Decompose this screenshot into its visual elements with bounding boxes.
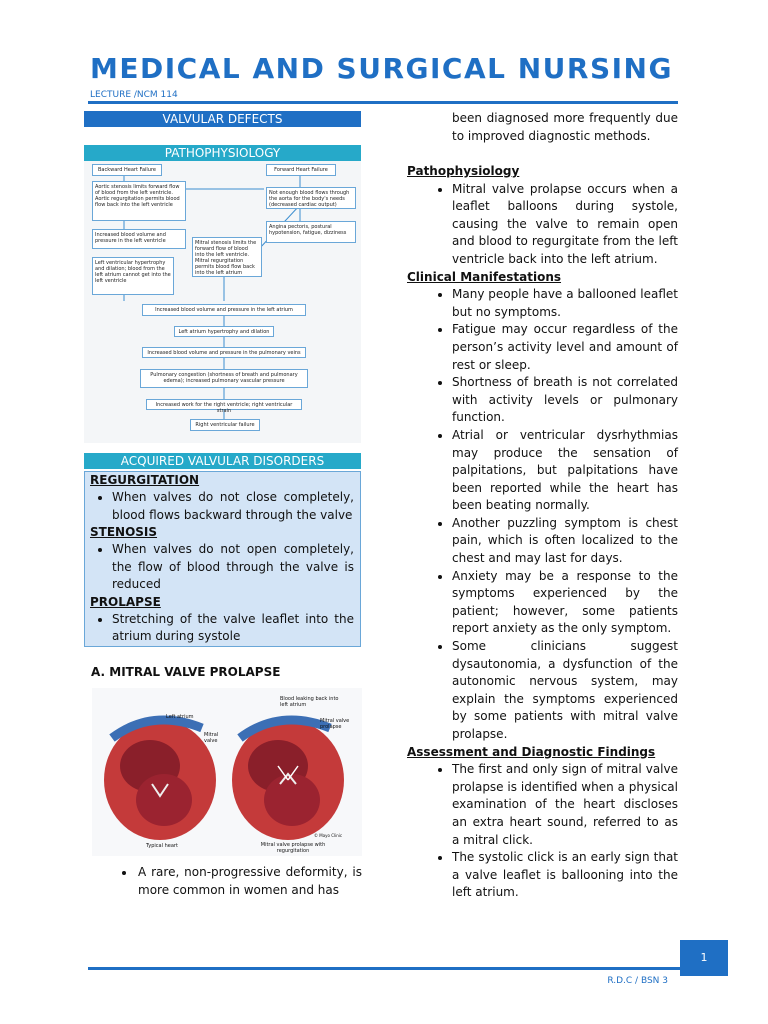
flow-aortic: Aortic stenosis limits forward flow of blood from the left ventricle. Aortic regurgitation permits blood flow back into the left ventricle [92, 181, 186, 221]
rare-deformity-text [112, 864, 362, 899]
flow-rv-failure: Right ventricular failure [190, 419, 260, 431]
footer-credit: R.D.C / BSN 3 [607, 976, 668, 986]
flow-pulm-veins: Increased blood volume and pressure in the pulmonary veins [142, 347, 306, 358]
page-title: MEDICAL AND SURGICAL NURSING [90, 52, 673, 85]
label-mitral-valve: Mitral valve [204, 732, 219, 744]
valvular-defects-bar: VALVULAR DEFECTS [84, 111, 361, 127]
regurgitation-text: • When valves do not close completely, blood flows backward through the valve [112, 489, 360, 524]
patho-item: • Mitral valve prolapse occurs when a leaflet balloons during systole, causing the valve to remain open and blood to regurgitate from the left ventricle back into the left atrium. [452, 181, 678, 269]
acquired-disorders-bar: ACQUIRED VALVULAR DISORDERS [84, 453, 361, 469]
footer-rule [88, 967, 680, 970]
flow-la-hypertrophy: Left atrium hypertrophy and dilation [174, 326, 274, 337]
page-subtitle: LECTURE /NCM 114 [90, 90, 178, 100]
clinical-item: • Atrial or ventricular dysrhythmias may produce the sensation of palpitations, but palpitations have been reported while the heart has been beating normally. [452, 427, 678, 515]
label-left-atrium: Left atrium [166, 714, 194, 720]
rare-deformity-item: • A rare, non-progressive deformity, is more common in women and has [136, 864, 362, 899]
label-typical-heart: Typical heart [146, 843, 178, 849]
clinical-item: • Another puzzling symptom is chest pain, which is often localized to the chest and may last for days. [452, 515, 678, 568]
prolapse-heading: PROLAPSE [90, 594, 161, 609]
heart-illustration [92, 688, 362, 856]
flow-increased-lv: Increased blood volume and pressure in the left ventricle [92, 229, 186, 249]
label-mvp: Mitral valve prolapse [320, 718, 350, 730]
clinical-item: • Some clinicians suggest dysautonomia, a dysfunction of the autonomic nervous system, may explain the symptoms experienced by some patients with mitral valve prolapse. [452, 638, 678, 744]
clinical-item: • Many people have a ballooned leaflet but no symptoms. [452, 286, 678, 321]
flow-lv-hypertrophy: Left ventricular hypertrophy and dilation; blood from the left atrium cannot get into the left ventricle [92, 257, 174, 295]
flow-mitral: Mitral stenosis limits the forward flow of blood into the left ventricle. Mitral regurgitation permits blood flow back into the left atrium [192, 237, 262, 277]
header-rule [88, 101, 678, 104]
stenosis-heading: STENOSIS [90, 525, 158, 539]
acquired-disorders-box [84, 471, 361, 647]
flow-la-volume: Increased blood volume and pressure in the left atrium [142, 304, 306, 316]
heart-drawing [92, 688, 362, 856]
flow-pulm-congestion: Pulmonary congestion (shortness of breath and pulmonary edema); increased pulmonary vascular pressure [140, 369, 308, 388]
clinical-heading: Clinical Manifestations [407, 269, 562, 284]
flow-backward: Backward Heart Failure [92, 164, 162, 176]
continued-text: been diagnosed more frequently due to improved diagnostic methods. [452, 111, 678, 143]
label-blood-leaking: Blood leaking back into left atrium [280, 696, 339, 708]
clinical-item: • Shortness of breath is not correlated with activity levels or pulmonary function. [452, 374, 678, 427]
pathophysiology-flowchart [84, 161, 361, 443]
assessment-item: • The systolic click is an early sign that a valve leaflet is ballooning into the left atrium. [452, 849, 678, 902]
patho-heading: Pathophysiology [407, 164, 520, 178]
flow-forward: Forward Heart Failure [266, 164, 336, 176]
stenosis-text: • When valves do not open completely, the flow of blood through the valve is reduced [112, 541, 360, 594]
assessment-item: • The first and only sign of mitral valve prolapse is identified when a physical examination of the heart discloses an extra heart sound, referred to as a mitral click. [452, 761, 678, 849]
assessment-heading: Assessment and Diagnostic Findings [407, 744, 656, 759]
clinical-item: • Anxiety may be a response to the symptoms experienced by the patient; however, some patients report anxiety as the only symptom. [452, 568, 678, 638]
prolapse-text: • Stretching of the valve leaflet into the atrium during systole [112, 611, 360, 646]
flow-rv-work: Increased work for the right ventricle; right ventricular strain [146, 399, 302, 410]
mvp-heading: A. MITRAL VALVE PROLAPSE [91, 665, 281, 679]
label-mvp-regurg: Mitral valve prolapse with regurgitation [260, 842, 326, 854]
pathophysiology-bar: PATHOPHYSIOLOGY [84, 145, 361, 161]
regurgitation-heading: REGURGITATION [90, 473, 200, 487]
clinical-item: • Fatigue may occur regardless of the person’s activity level and amount of rest or sleep. [452, 321, 678, 374]
page-number: 1 [680, 940, 728, 976]
flow-not-enough: Not enough blood flows through the aorta for the body's needs (decreased cardiac output) [266, 187, 356, 209]
label-credit: © Mayo Clinic [314, 833, 343, 838]
flow-angina: Angina pectoris, postural hypotension, fatigue, dizziness [266, 221, 356, 243]
right-column-content [407, 163, 678, 902]
